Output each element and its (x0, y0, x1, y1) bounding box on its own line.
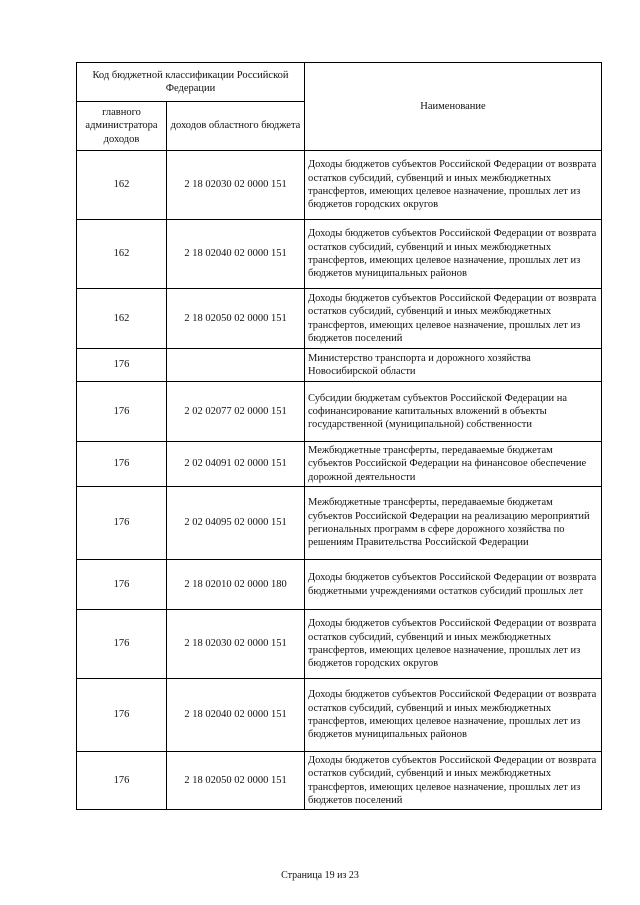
admin-cell: 162 (77, 151, 167, 220)
revenue-code-cell (167, 349, 305, 382)
admin-cell: 162 (77, 220, 167, 289)
table-row (77, 610, 602, 679)
name-cell: Межбюджетные трансферты, передаваемые бюджетам субъектов Российской Федерации на финансовое обеспечение дорожной деятельности (305, 442, 602, 487)
table-row (77, 442, 602, 487)
table-body (77, 151, 602, 810)
revenue-code-cell: 2 18 02050 02 0000 151 (167, 289, 305, 349)
name-cell: Доходы бюджетов субъектов Российской Федерации от возврата остатков субсидий, субвенций и иных межбюджетных трансфертов, имеющих целевое назначение, прошлых лет из бюджетов муниципальных районов (305, 679, 602, 752)
name-cell: Министерство транспорта и дорожного хозяйства Новосибирской области (305, 349, 602, 382)
table-row (77, 487, 602, 560)
admin-cell: 176 (77, 442, 167, 487)
table-row (77, 752, 602, 810)
header-revenue-code: доходов областного бюджета (167, 102, 305, 151)
budget-classification-table (76, 62, 602, 810)
revenue-code-cell: 2 18 02040 02 0000 151 (167, 220, 305, 289)
table-row (77, 220, 602, 289)
table-row (77, 289, 602, 349)
header-name: Наименование (305, 63, 602, 151)
name-cell: Доходы бюджетов субъектов Российской Федерации от возврата остатков субсидий, субвенций и иных межбюджетных трансфертов, имеющих целевое назначение, прошлых лет из бюджетов городских округов (305, 610, 602, 679)
admin-cell: 176 (77, 610, 167, 679)
name-cell: Доходы бюджетов субъектов Российской Федерации от возврата остатков субсидий, субвенций и иных межбюджетных трансфертов, имеющих целевое назначение, прошлых лет из бюджетов городских округов (305, 151, 602, 220)
admin-cell: 176 (77, 679, 167, 752)
admin-cell: 176 (77, 382, 167, 442)
admin-cell: 176 (77, 752, 167, 810)
name-cell: Доходы бюджетов субъектов Российской Федерации от возврата бюджетными учреждениями остатков субсидий прошлых лет (305, 560, 602, 610)
revenue-code-cell: 2 18 02040 02 0000 151 (167, 679, 305, 752)
revenue-code-cell: 2 02 04095 02 0000 151 (167, 487, 305, 560)
table-row (77, 382, 602, 442)
name-cell: Доходы бюджетов субъектов Российской Федерации от возврата остатков субсидий, субвенций и иных межбюджетных трансфертов, имеющих целевое назначение, прошлых лет из бюджетов муниципальных районов (305, 220, 602, 289)
name-cell: Доходы бюджетов субъектов Российской Федерации от возврата остатков субсидий, субвенций и иных межбюджетных трансфертов, имеющих целевое назначение, прошлых лет из бюджетов поселений (305, 289, 602, 349)
revenue-code-cell: 2 18 02030 02 0000 151 (167, 610, 305, 679)
revenue-code-cell: 2 18 02010 02 0000 180 (167, 560, 305, 610)
admin-cell: 176 (77, 560, 167, 610)
revenue-code-cell: 2 02 04091 02 0000 151 (167, 442, 305, 487)
revenue-code-cell: 2 18 02050 02 0000 151 (167, 752, 305, 810)
name-cell: Субсидии бюджетам субъектов Российской Федерации на софинансирование капитальных вложений в объекты государственной (муниципальной) собственности (305, 382, 602, 442)
table-row (77, 151, 602, 220)
revenue-code-cell: 2 02 02077 02 0000 151 (167, 382, 305, 442)
page-footer: Страница 19 из 23 (281, 870, 359, 881)
name-cell: Межбюджетные трансферты, передаваемые бюджетам субъектов Российской Федерации на реализацию мероприятий региональных программ в сфере дорожного хозяйства по решениям Правительства Российской Федерации (305, 487, 602, 560)
revenue-code-cell: 2 18 02030 02 0000 151 (167, 151, 305, 220)
table-row (77, 349, 602, 382)
admin-cell: 176 (77, 487, 167, 560)
name-cell: Доходы бюджетов субъектов Российской Федерации от возврата остатков субсидий, субвенций и иных межбюджетных трансфертов, имеющих целевое назначение, прошлых лет из бюджетов поселений (305, 752, 602, 810)
header-group: Код бюджетной классификации Российской Федерации (77, 63, 305, 102)
table-row (77, 679, 602, 752)
admin-cell: 162 (77, 289, 167, 349)
admin-cell: 176 (77, 349, 167, 382)
table-row (77, 560, 602, 610)
header-admin: главного администратора доходов (77, 102, 167, 151)
